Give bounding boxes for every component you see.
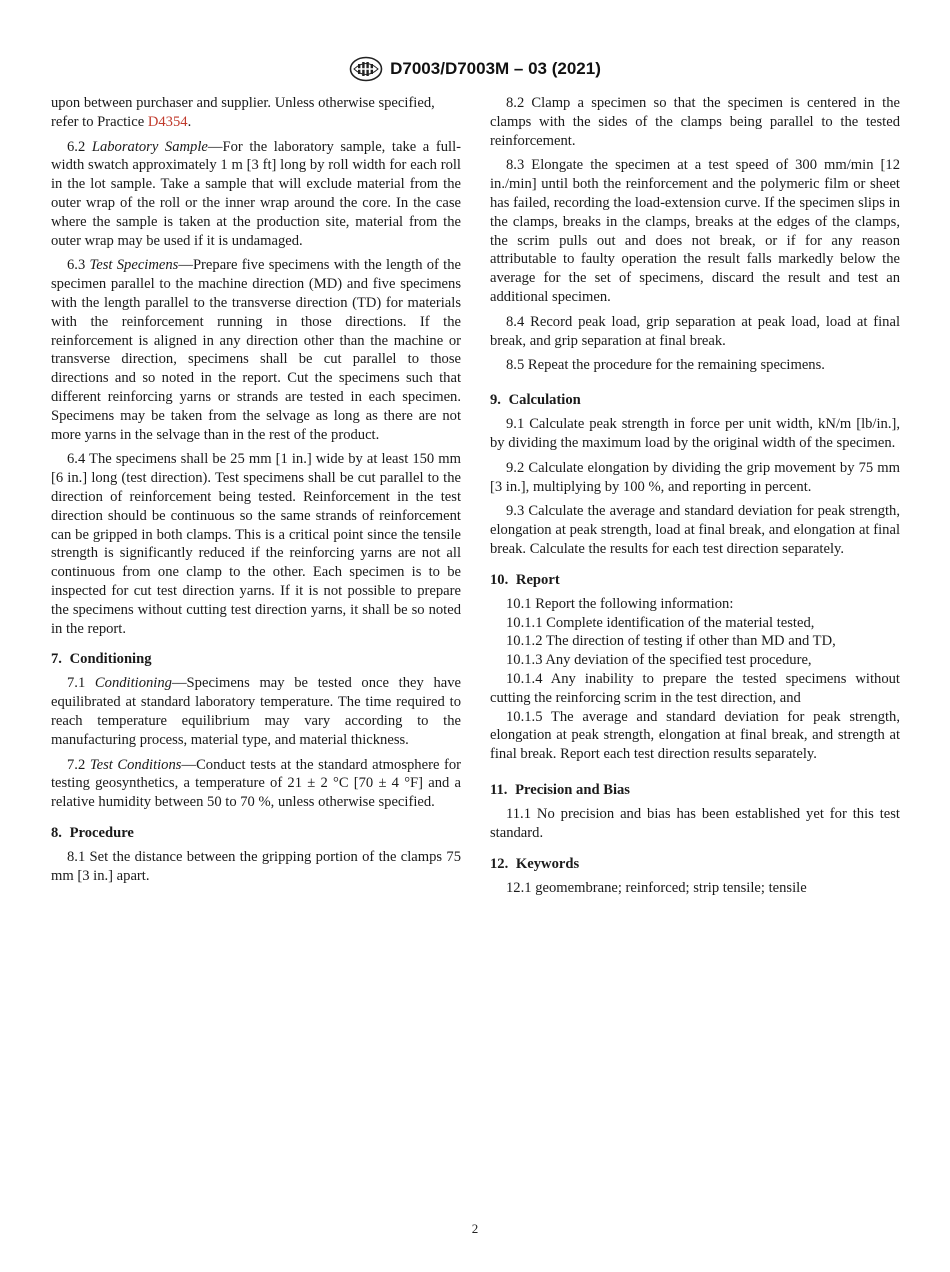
paragraph-8-5: 8.5 Repeat the procedure for the remaining specimens.	[506, 357, 825, 374]
paragraph-10-1-5: 10.1.5 The average and standard deviation for peak strength, elongation at peak strength, elongation at final break, and strength at final break. Report each test direction results separately.	[490, 708, 900, 763]
paragraph-8-2: 8.2 Clamp a specimen so that the specimen is centered in the clamps with the sides of the clamps being parallel to the tested reinforcement.	[490, 95, 900, 149]
heading-9-calculation: 9. Calculation	[490, 392, 581, 409]
paragraph-10-1-1: 10.1.1 Complete identification of the material tested,	[506, 614, 815, 631]
link-d4354[interactable]: D4354	[147, 113, 188, 130]
paragraph-8-1: 8.1 Set the distance between the gripping portion of the clamps 75 mm [3 in.] apart.	[51, 848, 461, 884]
paragraph-10-1: 10.1 Report the following information:	[506, 595, 734, 612]
paragraph-6-1-continued: upon between purchaser and supplier. Unless otherwise specified, refer to Practice D4354.	[51, 95, 435, 130]
paragraph-9-2: 9.2 Calculate elongation by dividing the grip movement by 75 mm [3 in.], multiplying by 100 %, and reporting in percent.	[490, 459, 900, 495]
paragraph-7-2: 7.2 Test Conditions—Conduct tests at the standard atmosphere for testing geosynthetics, a temperature of 21 ± 2 °C [70 ± 4 °F] and a relative humidity between 50 to 70 %, unless otherwise specified.	[51, 756, 462, 811]
heading-8-procedure: 8. Procedure	[51, 824, 134, 841]
left-column	[51, 94, 461, 891]
paragraph-6-4: 6.4 The specimens shall be 25 mm [1 in.] wide by at least 150 mm [6 in.] long (test direction). Test specimens shall be cut parallel to the direction of reinforcement being tested. Reinforcement in the test direction should be continuous so the same strands of reinforcement can be gripped in both clamps. This is a critical point since the tensile strength is significantly reduced if the reinforcing yarns are not all continuous from one clamp to the other. Each specimen is to be inspected for cut test direction yarns. If it is not possible to prepare the specimens without cutting test direction yarns, it shall be so noted in the report.	[51, 451, 461, 637]
paragraph-11-1: 11.1 No precision and bias has been established yet for this test standard.	[490, 805, 900, 841]
astm-logo-icon	[349, 56, 383, 82]
heading-7-conditioning: 7. Conditioning	[51, 651, 152, 668]
page-header	[0, 56, 950, 82]
heading-12-keywords: 12. Keywords	[490, 855, 580, 872]
paragraph-12-1: 12.1 geomembrane; reinforced; strip tensile; tensile	[506, 879, 807, 896]
paragraph-6-2: 6.2 Laboratory Sample—For the laboratory sample, take a full-width swatch approximately 1 m [3 ft] long by roll width for each roll in the lot sample. Take a sample that will exclude material from the outer wrap of the roll or the inner wrap around the core. In the case where the sample is taken at the production site, material from the outer wrap may be used if it is undamaged.	[51, 138, 462, 249]
paragraph-10-1-4: 10.1.4 Any inability to prepare the tested specimens without cutting the reinforcing scrim in the test direction, and	[490, 670, 900, 706]
paragraph-6-3: 6.3 Test Specimens—Prepare five specimens with the length of the specimen parallel to the machine direction (MD) and five specimens with the length parallel to the transverse direction (TD) for materials with the reinforcement running in those directions. If the reinforcement is aligned in any direction other than the machine or transverse direction, specimens shall be cut parallel to those directions and so noted in the report. Cut the specimens such that different reinforcing yarns or strands are tested in each specimen. Specimens may be taken from the selvage as long as there are not more yarns in the selvage than in the rest of the product.	[51, 257, 461, 443]
paragraph-10-1-3: 10.1.3 Any deviation of the specified test procedure,	[506, 652, 812, 669]
paragraph-9-1: 9.1 Calculate peak strength in force per unit width, kN/m [lb/in.], by dividing the maximum load by the original width of the specimen.	[490, 416, 900, 451]
document-designation: D7003/D7003M – 03 (2021)	[390, 59, 601, 78]
paragraph-8-3: 8.3 Elongate the specimen at a test speed of 300 mm/min [12 in./min] until both the reinforcement and the polymeric film or sheet has failed, recording the load-extension curve. If the specimen slips in the clamps, breaks in the clamps, breaks at the edges of the clamps, the scrim pulls out and does not break, or if for any reason attributable to faulty operation the result falls markedly below the average for the set of specimens, discard the result and test an additional specimen.	[490, 157, 900, 305]
heading-11-precision-and-bias: 11. Precision and Bias	[490, 781, 630, 798]
paragraph-7-1: 7.1 Conditioning—Specimens may be tested once they have equilibrated at standard laboratory temperature. The time required to reach temperature equilibrium may vary according to the manufacturing process, material type, and material thickness.	[51, 675, 461, 748]
paragraph-8-4: 8.4 Record peak load, grip separation at peak load, load at final break, and grip separation at final break.	[490, 313, 900, 349]
right-column	[490, 94, 900, 903]
heading-10-report: 10. Report	[490, 571, 560, 588]
paragraph-9-3: 9.3 Calculate the average and standard deviation for peak strength, elongation at peak strength, load at final break, and elongation at final break. Calculate the results for each test direction separately.	[490, 503, 900, 557]
paragraph-10-1-2: 10.1.2 The direction of testing if other than MD and TD,	[506, 633, 836, 650]
report-items-list	[490, 595, 900, 764]
page-number: 2	[471, 1221, 479, 1236]
